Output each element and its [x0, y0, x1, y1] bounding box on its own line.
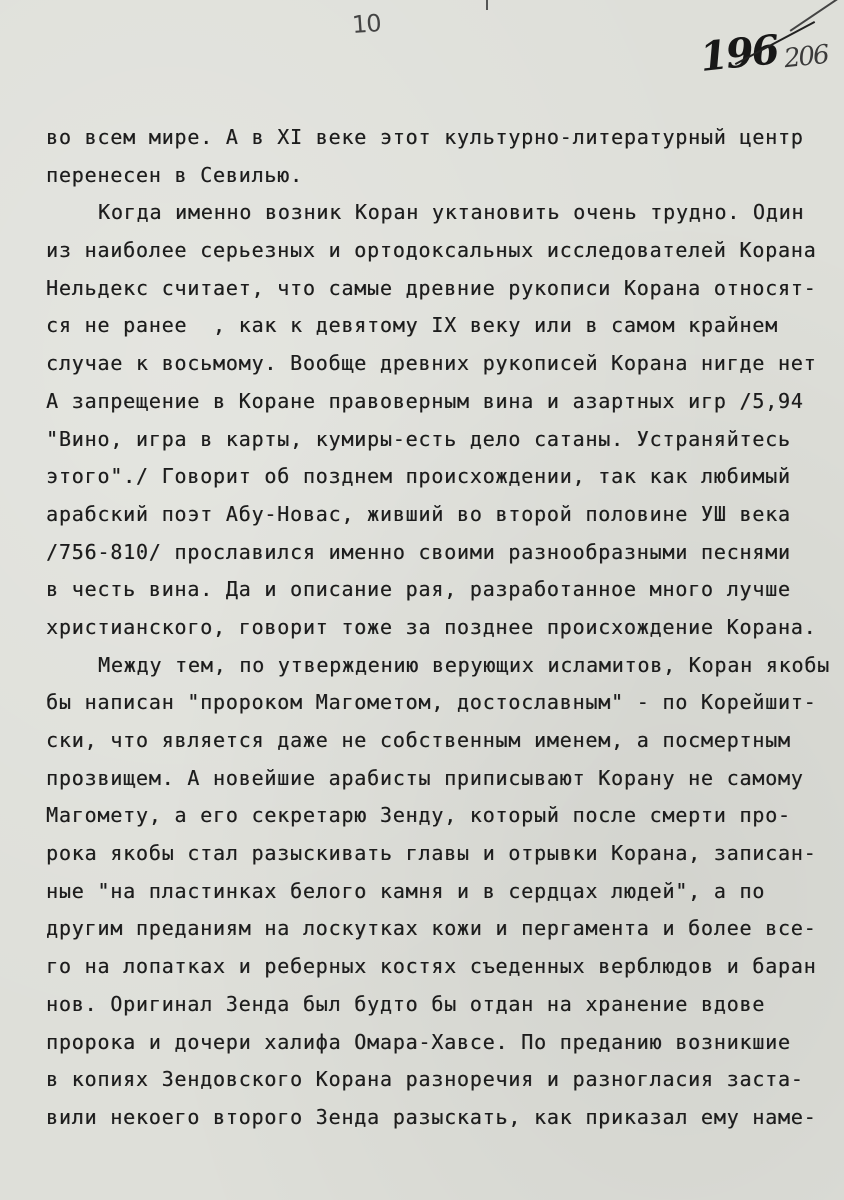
text-line: ски, что является даже не собственным именем, а посмертным: [46, 728, 791, 752]
text-line: арабский поэт Абу-Новас, живший во второй половине УШ века: [46, 501, 791, 526]
top-edge-mark: [486, 0, 488, 10]
text-line: Магомету, а его секретарю Зенду, который после смерти про-: [46, 803, 791, 828]
pencil-page-mark: 10: [351, 9, 382, 39]
text-line: "Вино, игра в карты, кумиры-есть дело сатаны. Устраняйтесь: [46, 426, 791, 451]
text-line: этого"./ Говорит об позднем происхождении, так как любимый: [46, 464, 791, 489]
corner-pencil-line: [790, 0, 844, 31]
text-line: во всем мире. А в XI веке этот культурно-литературный центр: [46, 125, 804, 149]
text-line: пророка и дочери халифа Омара-Хавсе. По преданию возникшие: [46, 1029, 791, 1054]
text-line: другим преданиям на лоскутках кожи и пергамента и более все-: [46, 916, 817, 941]
folio-number: 196: [697, 26, 780, 81]
text-line: рока якобы стал разыскивать главы и отрывки Корана, записан-: [46, 841, 817, 866]
typed-text-body: [46, 119, 841, 1137]
text-line: бы написан "пророком Магометом, достославным" - по Корейшит-: [46, 690, 817, 715]
text-line: вили некоего второго Зенда разыскать, как приказал ему наме-: [46, 1104, 817, 1129]
text-line: А запрещение в Коране правоверным вина и азартных игр /5,94: [46, 388, 804, 413]
text-line: ные "на пластинках белого камня и в сердцах людей", а по: [46, 878, 766, 903]
text-line: из наиболее серьезных и ортодоксальных исследователей Корана: [46, 238, 817, 263]
text-line: нов. Оригинал Зенда был будто бы отдан на хранение вдове: [46, 991, 766, 1016]
text-line: го на лопатках и реберных костях съеденных верблюдов и баран: [46, 954, 817, 979]
folio-number-alt: 206: [782, 39, 830, 75]
text-line: Нельдекс считает, что самые древние рукописи Корана относят-: [46, 275, 817, 300]
text-line: прозвищем. А новейшие арабисты приписывают Корану не самому: [46, 765, 804, 790]
text-line: случае к восьмому. Вообще древних рукописей Корана нигде нет: [46, 351, 817, 376]
text-line: Когда именно возник Коран уктановить очень трудно. Один: [98, 200, 805, 225]
text-line: ся не ранее , как к девятому IX веку или в самом крайнем: [46, 313, 778, 338]
text-line: /756-810/ прославился именно своими разнообразными песнями: [46, 539, 791, 564]
text-line: христианского, говорит тоже за позднее происхождение Корана.: [46, 614, 817, 639]
text-line: перенесен в Севилью.: [46, 162, 303, 187]
text-line: Между тем, по утверждению верующих исламитов, Коран якобы: [98, 652, 830, 677]
text-line: в копиях Зендовского Корана разноречия и разногласия заста-: [46, 1067, 804, 1092]
text-line: в честь вина. Да и описание рая, разработанное много лучше: [46, 577, 791, 602]
